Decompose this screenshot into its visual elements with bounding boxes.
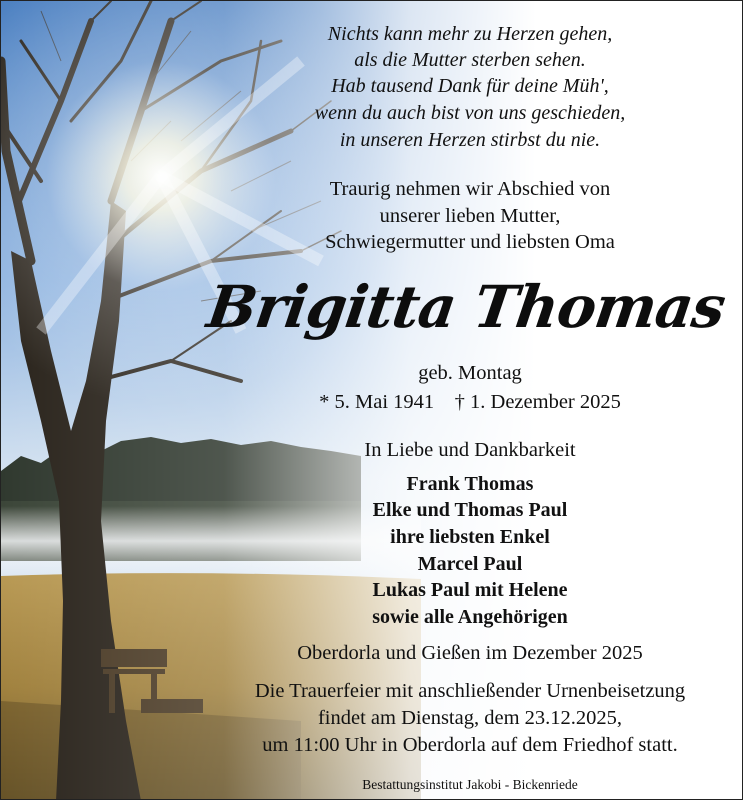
mourner-name: Frank Thomas <box>406 473 534 495</box>
mourner-name: ihre liebsten Enkel <box>390 526 550 548</box>
mourner-name: Elke und Thomas Paul <box>372 499 568 521</box>
place-date: Oberdorla und Gießen im Dezember 2025 <box>297 642 643 664</box>
mourners-intro: In Liebe und Dankbarkeit <box>364 439 576 461</box>
ceremony-line: findet am Dienstag, dem 23.12.2025, <box>317 707 623 729</box>
intro-line: unserer lieben Mutter, <box>379 205 561 227</box>
ceremony-line: Die Trauerfeier mit anschließender Urnenbeisetzung <box>254 680 686 702</box>
poem-line: Hab tausend Dank für deine Müh', <box>331 75 609 97</box>
poem-line: wenn du auch bist von uns geschieden, <box>314 102 626 124</box>
obituary-text <box>1 1 743 800</box>
ceremony-line: um 11:00 Uhr in Oberdorla auf dem Friedhof statt. <box>262 734 678 756</box>
intro-line: Traurig nehmen wir Abschied von <box>329 178 611 200</box>
intro-line: Schwiegermutter und liebsten Oma <box>325 231 615 253</box>
funeral-home: Bestattungsinstitut Jakobi - Bickenriede <box>362 777 578 792</box>
mourner-name: Marcel Paul <box>417 553 523 575</box>
poem-line: in unseren Herzen stirbst du nie. <box>339 129 601 151</box>
poem-line: als die Mutter sterben sehen. <box>354 49 586 71</box>
poem-line: Nichts kann mehr zu Herzen gehen, <box>327 23 613 45</box>
mourner-name: Lukas Paul mit Helene <box>372 579 568 601</box>
maiden-name: geb. Montag <box>418 362 522 384</box>
deceased-name: Brigitta Thomas <box>203 273 729 341</box>
mourner-name: sowie alle Angehörigen <box>372 606 568 628</box>
life-dates: * 5. Mai 1941 † 1. Dezember 2025 <box>319 391 621 413</box>
